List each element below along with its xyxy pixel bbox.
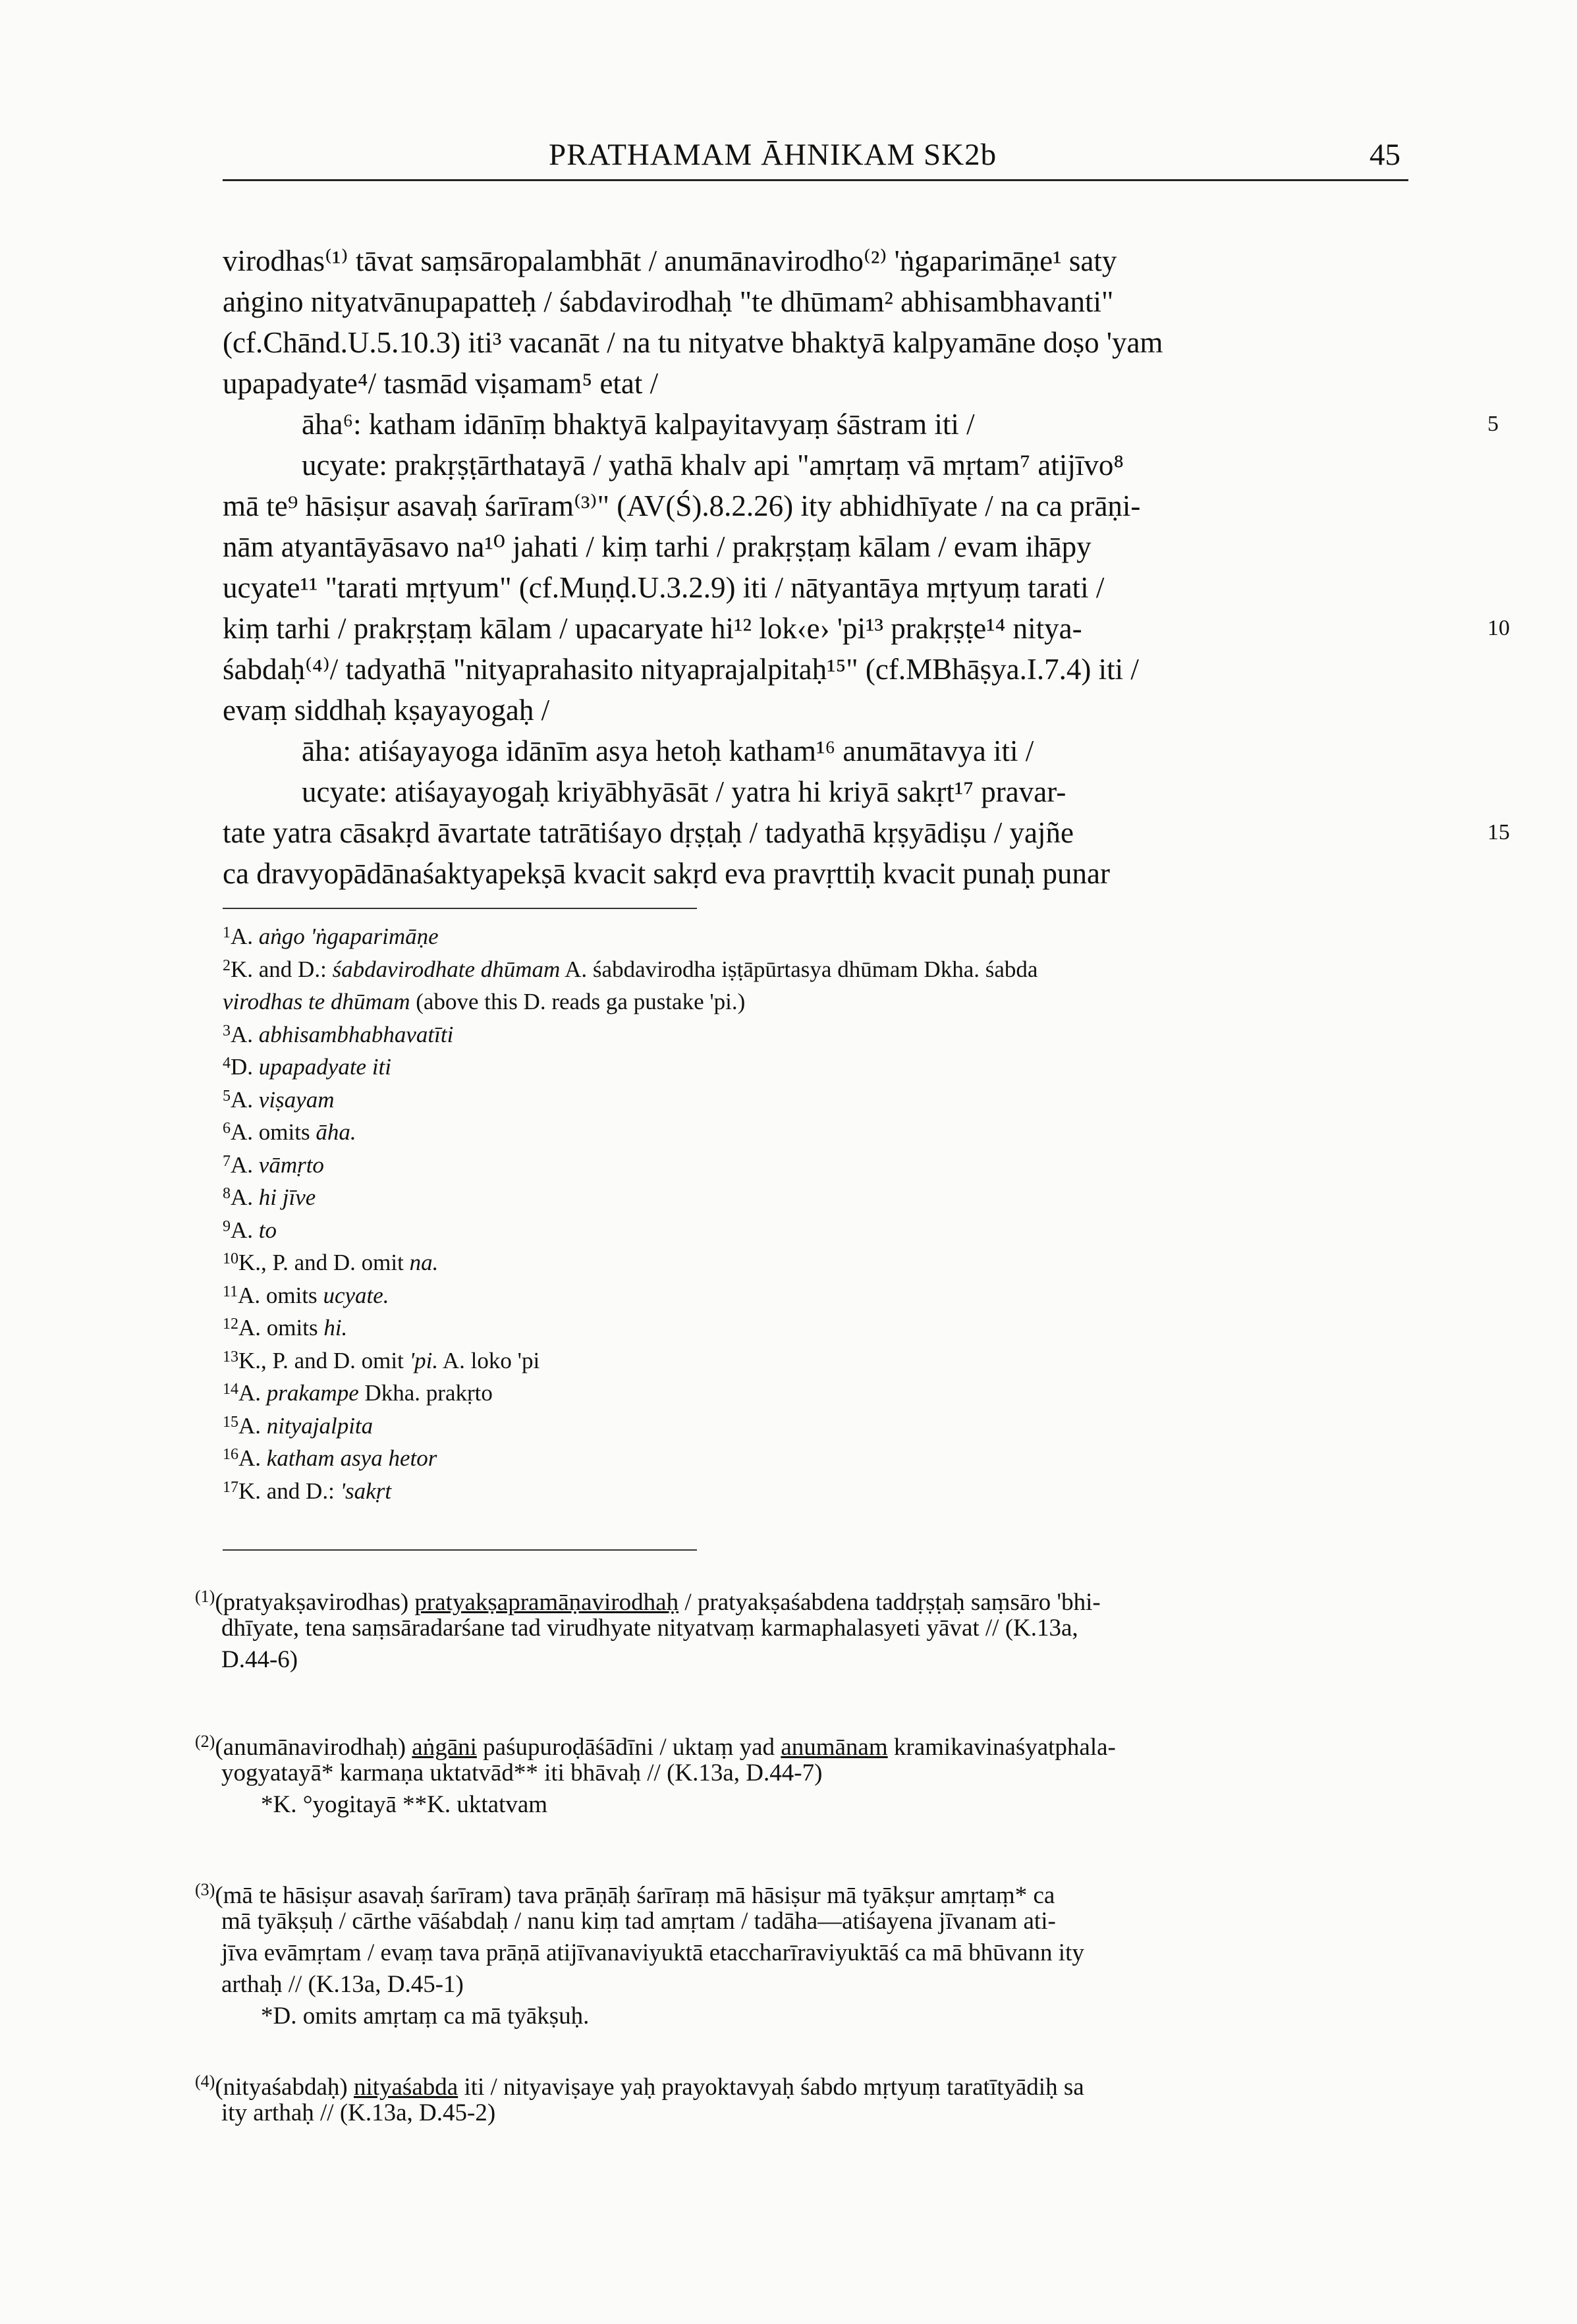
text-line — [223, 445, 1408, 485]
line-text: śabdaḥ⁽⁴⁾/ tadyathā "nityaprahasito nityaprajalpitaḥ¹⁵" (cf.MBhāṣya.I.7.4) iti / — [223, 653, 1139, 686]
commentary-text: arthaḥ // (K.13a, D.45-1) — [221, 1971, 464, 1998]
footnote-number: 13 — [223, 1348, 238, 1366]
line-number: 15 — [1487, 820, 1510, 844]
text-line — [223, 526, 1408, 567]
footnote-reading: hi jīve — [258, 1184, 316, 1210]
line-number: 10 — [1487, 616, 1510, 640]
commentary-text: dhīyate, tena saṃsāradarśane tad virudhyate nityatvaṃ karmaphalasyeti yāvat // (K.13a, — [221, 1615, 1078, 1642]
footnote-number: 3 — [223, 1022, 231, 1039]
lemma: aṅgāni — [412, 1734, 477, 1761]
commentary-line — [195, 1644, 1420, 1676]
text-line — [223, 567, 1408, 608]
footnote — [223, 1439, 1038, 1472]
footnote-rest: A. loko 'pi — [438, 1347, 540, 1373]
text-line — [223, 322, 1408, 363]
header-title: PRATHAMAM ĀHNIKAM SK2b — [549, 138, 997, 172]
text-line — [223, 281, 1408, 322]
footnote-reading: virodhas te dhūmam — [223, 989, 410, 1014]
footnote-text: K., P. and D. omit — [238, 1347, 410, 1373]
footnote — [223, 1015, 1038, 1048]
footnote-reading: na. — [409, 1250, 439, 1275]
line-text: nām atyantāyāsavo na¹⁰ jahati / kiṃ tarhi / prakṛṣṭaṃ kālam / evam ihāpy — [223, 530, 1092, 563]
line-text: virodhas⁽¹⁾ tāvat saṃsāropalambhāt / anumānavirodho⁽²⁾ 'ṅgaparimāṇe¹ saty — [223, 244, 1117, 277]
footnote-text: K. and D.: — [238, 1478, 341, 1504]
footnote-number: 14 — [223, 1381, 238, 1398]
commentary-note-4 — [195, 2066, 1420, 2129]
lemma: nityaśabda — [353, 2074, 458, 2101]
commentary-note-3 — [195, 1874, 1420, 2032]
lemma: pratyakṣapramāṇavirodhaḥ — [414, 1589, 679, 1616]
main-text — [223, 240, 1510, 894]
line-text: āha⁶: katham idānīṃ bhaktyā kalpayitavyaṃ śāstram iti / — [302, 408, 975, 441]
commentary-text: *K. °yogitayā **K. uktatvam — [261, 1791, 548, 1818]
footnote — [223, 1211, 1038, 1244]
footnote — [223, 1146, 1038, 1178]
footnote-reading: katham asya hetor — [266, 1445, 437, 1471]
footnote-rest: Dkha. prakṛto — [358, 1380, 493, 1406]
header-rule — [223, 179, 1408, 181]
commentary-text: jīva evāmṛtam / evaṃ tava prāṇā atijīvanaviyuktā etaccharīraviyuktāś ca mā bhūvann ity — [221, 1939, 1084, 1966]
line-text: upapadyate⁴/ tasmād viṣamam⁵ etat / — [223, 367, 659, 400]
footnote-number: 1 — [223, 924, 231, 941]
commentary-ref: (3) — [195, 1880, 215, 1899]
footnote-text: A. — [231, 1086, 259, 1113]
commentary-line — [195, 2066, 1420, 2101]
footnote-number: 10 — [223, 1250, 238, 1267]
footnote — [223, 1406, 1038, 1439]
footnote-text: A. — [231, 1151, 259, 1178]
footnote-text: A. omits — [238, 1315, 324, 1341]
commentary-text: (anumānavirodhaḥ) — [215, 1734, 412, 1761]
commentary-ref: (2) — [195, 1732, 215, 1751]
footnote — [223, 1080, 1038, 1113]
commentary-ref: (1) — [195, 1587, 215, 1606]
footnote-rest: (above this D. reads ga pustake 'pi.) — [410, 989, 746, 1014]
commentary-ref: (4) — [195, 2072, 215, 2091]
footnote-text: A. — [231, 1021, 259, 1047]
text-line — [223, 731, 1408, 771]
footnote-reading: ucyate. — [323, 1282, 389, 1308]
footnote — [223, 917, 1038, 950]
text-line — [223, 485, 1408, 526]
footnote-number: 7 — [223, 1152, 231, 1170]
footnote-reading: to — [258, 1217, 277, 1243]
footnote-number: 2 — [223, 956, 231, 974]
line-number: 5 — [1487, 412, 1499, 436]
footnote-reading: nityajalpita — [266, 1412, 374, 1439]
commentary-line — [195, 2097, 1420, 2129]
text-line — [223, 363, 1408, 404]
footnote-text: A. — [231, 1217, 259, 1243]
footnote-number: 4 — [223, 1055, 231, 1072]
commentary-text: ity arthaḥ // (K.13a, D.45-2) — [221, 2099, 496, 2126]
footnote-reading: upapadyate iti — [258, 1054, 391, 1080]
commentary-line — [195, 1906, 1420, 1937]
footnote-number: 12 — [223, 1315, 238, 1333]
commentary-line — [195, 1937, 1420, 1969]
footnote — [223, 950, 1038, 983]
commentary-line — [195, 1789, 1420, 1821]
line-text: (cf.Chānd.U.5.10.3) iti³ vacanāt / na tu nityatve bhaktyā kalpyamāne doṣo 'yam — [223, 326, 1163, 359]
commentary-text: (pratyakṣavirodhas) — [215, 1589, 415, 1616]
footnote-reading: 'sakṛt — [340, 1478, 392, 1504]
commentary-text: (mā te hāsiṣur asavaḥ śarīram) tava prāṇāḥ śarīraṃ mā hāsiṣur mā tyākṣur amṛtaṃ* ca — [215, 1882, 1055, 1909]
commentary-text: yogyatayā* karmaṇa uktatvād** iti bhāvaḥ // (K.13a, D.44-7) — [221, 1759, 823, 1786]
footnote-text: A. — [238, 1412, 267, 1439]
footnote-reading: aṅgo 'ṅgaparimāṇe — [258, 924, 439, 949]
footnote-number: 15 — [223, 1413, 238, 1431]
footnote-text: K. and D.: — [231, 956, 333, 982]
footnote-reading: viṣayam — [258, 1086, 335, 1113]
footnote-reading: vāmṛto — [258, 1151, 324, 1178]
line-text: ucyate: prakṛṣṭārthatayā / yathā khalv api "amṛtaṃ vā mṛtam⁷ atijīvo⁸ — [302, 449, 1124, 482]
commentary-text: mā tyākṣuḥ / cārthe vāśabdaḥ / nanu kiṃ tad amṛtam / tadāha—atiśayena jīvanam ati- — [221, 1908, 1056, 1935]
commentary-text: iti / nityaviṣaye yaḥ prayoktavyaḥ śabdo mṛtyuṃ taratītyādiḥ sa — [458, 2074, 1084, 2101]
text-line — [223, 771, 1408, 812]
line-text: āha: atiśayayoga idānīm asya hetoḥ katham¹⁶ anumātavya iti / — [302, 734, 1034, 767]
line-text: ucyate: atiśayayogaḥ kriyābhyāsāt / yatra hi kriyā sakṛt¹⁷ pravar- — [302, 775, 1066, 808]
footnote-text: A. — [231, 1184, 259, 1210]
footnote-number: 9 — [223, 1217, 231, 1235]
commentary-line — [195, 1613, 1420, 1644]
footnote-number: 17 — [223, 1478, 238, 1496]
footnote — [223, 1308, 1038, 1341]
footnote-text: D. — [231, 1054, 259, 1080]
commentary-note-2 — [195, 1726, 1420, 1821]
footnote — [223, 1276, 1038, 1309]
line-text: mā te⁹ hāsiṣur asavaḥ śarīram⁽³⁾" (AV(Ś).8.2.26) ity abhidhīyate / na ca prāṇi- — [223, 489, 1141, 522]
footnote-reading: 'pi. — [409, 1347, 439, 1373]
commentary-note-1 — [195, 1581, 1420, 1676]
footnote — [223, 1472, 1038, 1505]
footnote-number: 5 — [223, 1087, 231, 1105]
footnote — [223, 1113, 1038, 1146]
footnotes — [223, 917, 1038, 1504]
text-line — [223, 649, 1408, 690]
footnote-reading: āha. — [316, 1119, 356, 1145]
footnote-text: K., P. and D. omit — [238, 1250, 410, 1275]
commentary-line — [195, 2001, 1420, 2032]
footnote-reading: abhisambhabhavatīti — [258, 1021, 454, 1047]
footnote — [223, 982, 1038, 1015]
commentary-separator — [223, 1549, 697, 1551]
commentary-text: paśupuroḍāśādīni / uktaṃ yad — [476, 1734, 781, 1761]
footnote-rest: A. śabdavirodha iṣṭāpūrtasya dhūmam Dkha. śabda — [560, 956, 1038, 982]
line-text: tate yatra cāsakṛd āvartate tatrātiśayo dṛṣṭaḥ / tadyathā kṛṣyādiṣu / yajñe — [223, 816, 1074, 849]
footnote-number: 16 — [223, 1446, 238, 1463]
text-line — [223, 404, 1499, 445]
commentary-text: kramikavinaśyatphala- — [887, 1734, 1116, 1761]
footnote-text: A. — [238, 1380, 267, 1406]
commentary-line — [195, 1874, 1420, 1909]
running-header — [223, 130, 1408, 177]
footnote — [223, 1047, 1038, 1080]
commentary-text: *D. omits amṛtaṃ ca mā tyākṣuḥ. — [261, 2003, 590, 2030]
footnote-text: A. omits — [238, 1282, 323, 1308]
text-line — [223, 812, 1510, 853]
line-text: aṅgino nityatvānupapatteḥ / śabdavirodhaḥ "te dhūmam² abhisambhavanti" — [223, 285, 1114, 318]
lemma: anumānam — [781, 1734, 888, 1761]
line-text: ucyate¹¹ "tarati mṛtyum" (cf.Muṇḍ.U.3.2.9) iti / nātyantāya mṛtyuṃ tarati / — [223, 571, 1105, 604]
footnote-reading: hi. — [323, 1315, 348, 1341]
commentary-line — [195, 1757, 1420, 1789]
footnote-number: 8 — [223, 1185, 231, 1202]
page-number: 45 — [1370, 138, 1400, 172]
footnote-text: A. omits — [231, 1119, 316, 1145]
footnote — [223, 1341, 1038, 1374]
text-line — [223, 853, 1408, 894]
footnote-reading: śabdavirodhate dhūmam — [332, 956, 561, 982]
commentary-text: / pratyakṣaśabdena taddṛṣṭaḥ saṃsāro 'bhi- — [678, 1589, 1101, 1616]
commentary-line — [195, 1581, 1420, 1616]
footnote — [223, 1373, 1038, 1406]
footnote-number: 11 — [223, 1283, 238, 1300]
line-text: kiṃ tarhi / prakṛṣṭaṃ kālam / upacaryate hi¹² lok‹e› 'pi¹³ prakṛṣṭe¹⁴ nitya- — [223, 612, 1082, 645]
footnote-text: A. — [238, 1445, 267, 1471]
footnote — [223, 1243, 1038, 1276]
text-line — [223, 608, 1510, 649]
commentary-line — [195, 1969, 1420, 2001]
footnote-reading: prakampe — [266, 1380, 359, 1406]
text-line — [223, 690, 1408, 731]
footnote-number: 6 — [223, 1120, 231, 1137]
commentary-text: (nityaśabdaḥ) — [215, 2074, 354, 2101]
commentary-text: D.44-6) — [221, 1646, 298, 1673]
line-text: ca dravyopādānaśaktyapekṣā kvacit sakṛd eva pravṛttiḥ kvacit punaḥ punar — [223, 857, 1110, 890]
footnote-text: A. — [231, 924, 259, 949]
commentary-line — [195, 1726, 1420, 1761]
line-text: evaṃ siddhaḥ kṣayayogaḥ / — [223, 694, 550, 727]
text-line — [223, 240, 1408, 281]
footnote — [223, 1178, 1038, 1211]
footnote-separator — [223, 908, 697, 909]
